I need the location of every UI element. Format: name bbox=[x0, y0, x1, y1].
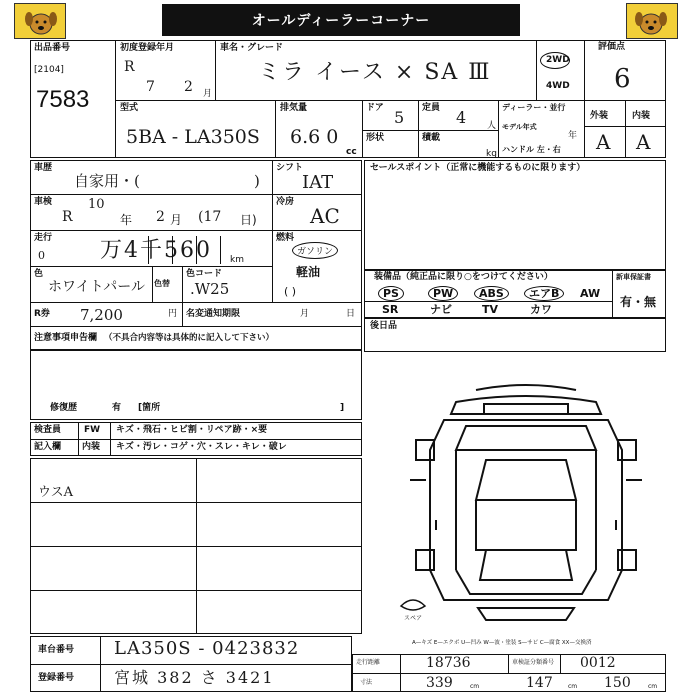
shape-label: 形状 bbox=[366, 133, 385, 143]
mileage-label: 走行 bbox=[34, 233, 53, 243]
notes-label: 注意事項申告欄 bbox=[34, 333, 98, 343]
ac-label: 冷房 bbox=[276, 197, 295, 207]
usage-label: 車歴 bbox=[34, 163, 53, 173]
class-number-value: 0012 bbox=[580, 655, 616, 671]
sales-point-label: セールスポイント（正常に機能するものに限ります） bbox=[370, 163, 586, 173]
exterior-label: 外装 bbox=[590, 111, 609, 121]
drive-4wd: 4WD bbox=[546, 81, 570, 91]
plate-number: 宮城 382 さ 3421 bbox=[114, 668, 275, 687]
damage-legend: A—キズ E—エクボ U—凹み W—波・塗装 S—サビ C—腐食 XX—交換済 bbox=[412, 640, 592, 646]
equip-abs: ABS bbox=[474, 286, 509, 301]
equip-navi: ナビ bbox=[430, 303, 452, 316]
inspection-label: 車検 bbox=[34, 197, 53, 207]
dog-mascot-icon bbox=[15, 4, 65, 38]
shift-label: シフト bbox=[276, 163, 304, 173]
inspector-fw-options: キズ・飛石・ヒビ割・リペア跡・×要 bbox=[116, 425, 268, 435]
lot-number: 7583 bbox=[36, 86, 90, 113]
handle-label: ハンドル 左・右 bbox=[502, 145, 561, 154]
first-reg-year: 7 bbox=[146, 79, 155, 95]
chassis-number: LA350S - 0423832 bbox=[114, 638, 300, 659]
capacity-value: 4 bbox=[456, 108, 467, 127]
equip-sr: SR bbox=[382, 303, 399, 316]
usage-value: 自家用・( bbox=[74, 172, 140, 190]
load-label: 積載 bbox=[422, 133, 441, 143]
color-code-label: 色コード bbox=[186, 269, 223, 279]
notes-area bbox=[30, 350, 362, 420]
dealer-label: ディーラー・並行 bbox=[502, 103, 566, 112]
distance-label: 走行距離 bbox=[356, 659, 381, 666]
dog-mascot-icon bbox=[627, 4, 677, 38]
warranty-label: 新車保証書 bbox=[616, 273, 651, 281]
first-reg-era: R bbox=[124, 59, 135, 75]
color-change-label: 色替 bbox=[154, 279, 170, 288]
recycle-label: R券 bbox=[34, 309, 50, 319]
dimensions-label: 寸法 bbox=[360, 679, 373, 686]
drive-2wd: 2WD bbox=[546, 55, 570, 65]
distance-value: 18736 bbox=[426, 655, 471, 671]
warranty-value: 有・無 bbox=[620, 295, 657, 309]
doors-label: ドア bbox=[366, 103, 384, 113]
fuel-label: 燃料 bbox=[276, 233, 295, 243]
shift-value: IAT bbox=[302, 172, 334, 193]
chassis-label: 車台番号 bbox=[38, 645, 75, 655]
post-fit-label: 後日品 bbox=[370, 321, 398, 331]
interior-label: 内装 bbox=[632, 111, 651, 121]
equip-leather: カワ bbox=[530, 303, 552, 316]
mileage-value: 万4千560 bbox=[100, 238, 212, 263]
equip-tv: TV bbox=[482, 303, 499, 316]
grade-value: 6 bbox=[614, 64, 631, 94]
spare-label: スペア bbox=[404, 615, 423, 622]
sales-point-block bbox=[364, 160, 666, 270]
height-value: 150 bbox=[604, 675, 631, 691]
doors-value: 5 bbox=[394, 108, 405, 127]
first-reg-month: 2 bbox=[184, 79, 193, 95]
interior-grade: A bbox=[636, 130, 651, 154]
length-value: 339 bbox=[426, 675, 453, 691]
title-notice-label: 名変通知期限 bbox=[186, 309, 241, 319]
fuel-gasoline: ガソリン bbox=[292, 242, 338, 259]
recycle-value: 7,200 bbox=[80, 306, 123, 324]
lot-sub: [2104] bbox=[34, 65, 64, 75]
type-label: 型式 bbox=[120, 103, 139, 113]
repair-label: 修復歴 bbox=[50, 403, 78, 413]
class-number-label: 車検証分類番号 bbox=[512, 659, 555, 666]
model-name: ミラ イース × SA Ⅲ bbox=[258, 60, 492, 85]
capacity-label: 定員 bbox=[422, 103, 441, 113]
equipment-label: 装備品（純正品に限り○をつけてください） bbox=[374, 272, 553, 282]
equip-pw: PW bbox=[428, 286, 458, 301]
ac-value: AC bbox=[310, 204, 340, 228]
width-value: 147 bbox=[526, 675, 553, 691]
drive-circle bbox=[540, 52, 570, 69]
fuel-diesel: 軽油 bbox=[296, 265, 321, 279]
plate-label: 登録番号 bbox=[38, 673, 75, 683]
color-label: 色 bbox=[34, 269, 44, 279]
equip-ps: PS bbox=[378, 286, 404, 301]
post-fit-block bbox=[364, 318, 666, 352]
model-name-label: 車名・グレード bbox=[220, 43, 284, 53]
equip-aw: AW bbox=[580, 287, 601, 300]
left-logo bbox=[14, 3, 66, 39]
grade-label: 評価点 bbox=[598, 42, 626, 52]
model-year-label: モデル年式 bbox=[502, 123, 537, 131]
inspector-note: ウスA bbox=[38, 485, 73, 500]
displacement-label: 排気量 bbox=[280, 103, 308, 113]
page-title: オールディーラーコーナー bbox=[162, 4, 520, 36]
spare-tire-icon bbox=[398, 594, 428, 616]
right-logo bbox=[626, 3, 678, 39]
exterior-grade: A bbox=[596, 130, 611, 154]
displacement-value: 6.6 0 bbox=[290, 126, 339, 148]
color-code-value: .W25 bbox=[190, 280, 230, 298]
first-reg-label: 初度登録年月 bbox=[120, 43, 175, 53]
inspector-interior-options: キズ・汚レ・コゲ・穴・スレ・キレ・破レ bbox=[116, 442, 287, 452]
lot-label: 出品番号 bbox=[34, 43, 71, 53]
equip-airbag: エアB bbox=[524, 286, 564, 301]
color-value: ホワイトパール bbox=[48, 279, 146, 295]
type-value: 5BA - LA350S bbox=[126, 126, 260, 148]
car-damage-diagram bbox=[396, 380, 656, 630]
